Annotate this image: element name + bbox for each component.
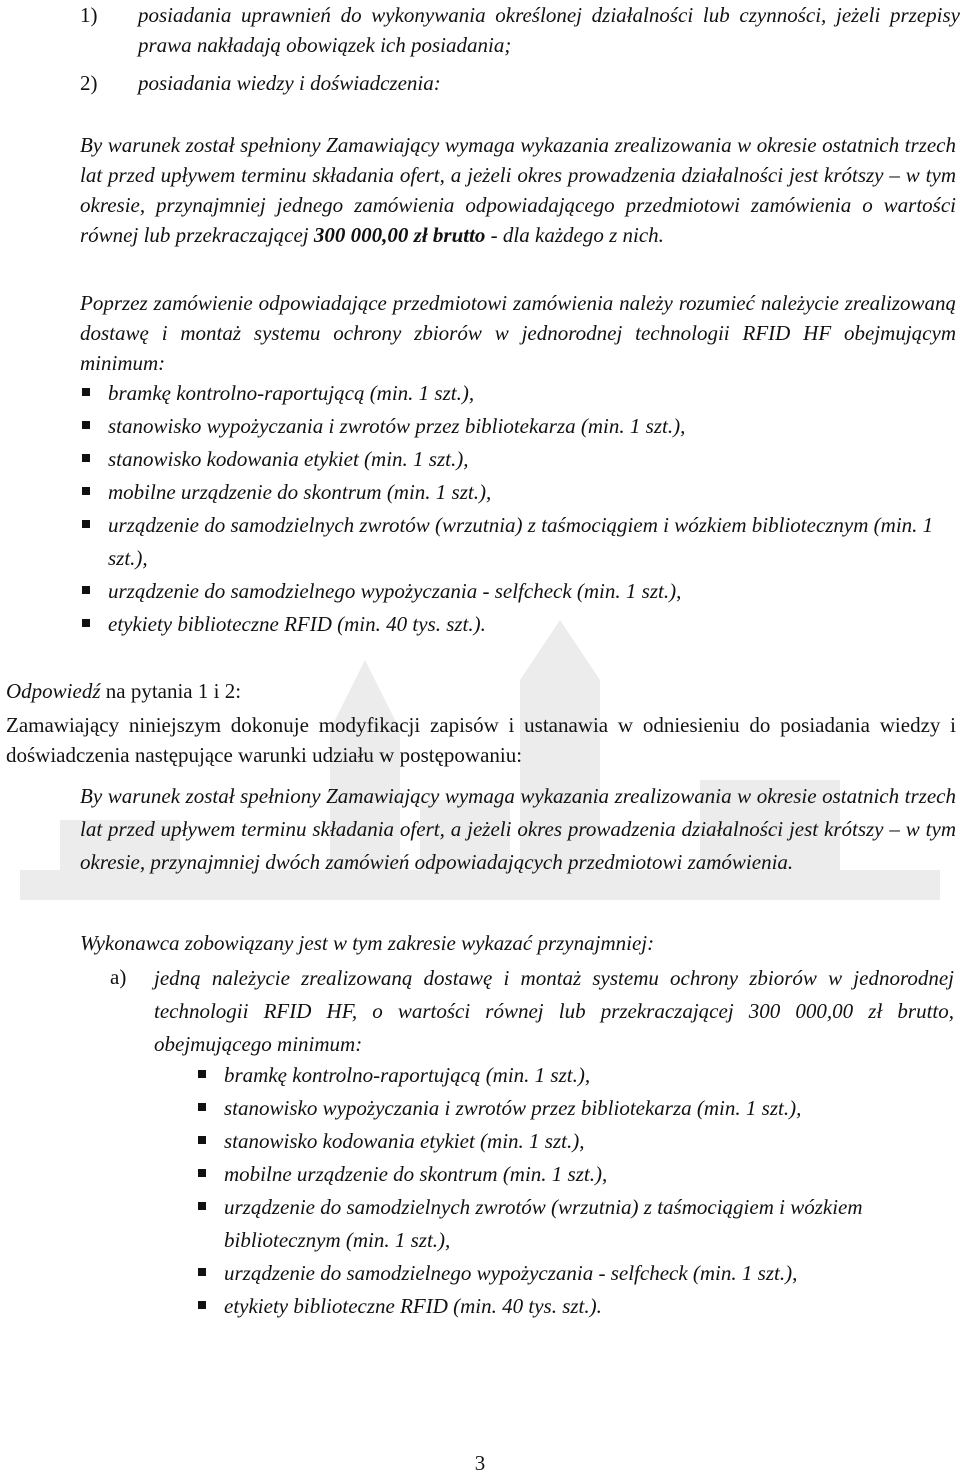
page-number: 3 <box>474 1451 486 1475</box>
bullet-item: urządzenie do samodzielnych zwrotów (wrzutnia) z taśmociągiem i wózkiem bibliotecznym (min. 1 szt.), <box>80 509 956 575</box>
answer-label-rest: na pytania 1 i 2: <box>100 679 242 703</box>
bullet-item: mobilne urządzenie do skontrum (min. 1 szt.), <box>80 476 956 509</box>
list-text: posiadania uprawnień do wykonywania określonej działalności lub czynności, jeżeli przepisy prawa nakładają obowiązek ich posiadania; <box>138 3 960 57</box>
bullet-item: urządzenie do samodzielnych zwrotów (wrzutnia) z taśmociągiem i wózkiem bibliotecznym (min. 1 szt.), <box>196 1191 930 1257</box>
bullet-list-old <box>80 377 956 641</box>
list-number: 1) <box>80 3 98 27</box>
bullet-item: stanowisko kodowania etykiet (min. 1 szt.), <box>80 443 956 476</box>
bullet-list-new <box>196 1059 930 1323</box>
condition-text-part: By warunek został spełniony Zamawiający wymaga wykazania zrealizowania w okresie ostatnich trzech lat przed upływem terminu składania ofert, a jeżeli okres prowadzenia działalności jest krótszy – w tym okresie, przynajmniej jednego zamówienia odpowiadającego przedmiotowi zamówienia o wartości równej lub przekraczającej <box>80 133 956 247</box>
condition-text-part: - dla każdego z nich. <box>485 223 664 247</box>
bullet-item: stanowisko wypożyczania i zwrotów przez bibliotekarza (min. 1 szt.), <box>80 410 956 443</box>
bullet-item: urządzenie do samodzielnego wypożyczania - selfcheck (min. 1 szt.), <box>80 575 956 608</box>
answer-heading <box>6 676 956 706</box>
amount-value: 300 000,00 zł brutto <box>313 223 486 247</box>
definition-paragraph: Poprzez zamówienie odpowiadające przedmiotowi zamówienia należy rozumieć należycie zrealizowaną dostawę i montaż systemu ochrony zbiorów w jednorodnej technologii RFID HF obejmującym minimum: <box>80 291 956 375</box>
bullet-item: stanowisko kodowania etykiet (min. 1 szt.), <box>196 1125 930 1158</box>
answer-label: Odpowiedź <box>6 679 101 703</box>
answer-text: Zamawiający niniejszym dokonuje modyfikacji zapisów i ustanawia w odniesieniu do posiadania wiedzy i doświadczenia następujące warunki udziału w postępowaniu: <box>6 713 956 767</box>
list-text: posiadania wiedzy i doświadczenia: <box>138 71 441 95</box>
bullet-item: bramkę kontrolno-raportującą (min. 1 szt.), <box>80 377 956 410</box>
bullet-item: etykiety biblioteczne RFID (min. 40 tys. szt.). <box>80 608 956 641</box>
condition-paragraph-new: By warunek został spełniony Zamawiający wymaga wykazania zrealizowania w okresie ostatnich trzech lat przed upływem terminu składania ofert, a jeżeli okres prowadzenia działalności jest krótszy – w tym okresie, przynajmniej dwóch zamówień odpowiadających przedmiotowi zamówienia. <box>80 784 956 874</box>
sub-item-text: jedną należycie zrealizowaną dostawę i montaż systemu ochrony zbiorów w jednorodnej technologii RFID HF, o wartości równej lub przekraczającej 300 000,00 zł brutto, obejmującego minimum: <box>154 966 954 1056</box>
contractor-intro: Wykonawca zobowiązany jest w tym zakresie wykazać przynajmniej: <box>80 931 655 955</box>
list-number: 2) <box>80 71 98 95</box>
bullet-item: bramkę kontrolno-raportującą (min. 1 szt.), <box>196 1059 930 1092</box>
bullet-item: stanowisko wypożyczania i zwrotów przez bibliotekarza (min. 1 szt.), <box>196 1092 930 1125</box>
condition-paragraph-old <box>80 130 956 250</box>
bullet-item: etykiety biblioteczne RFID (min. 40 tys. szt.). <box>196 1290 930 1323</box>
sub-item-label: a) <box>110 965 127 989</box>
bullet-item: urządzenie do samodzielnego wypożyczania - selfcheck (min. 1 szt.), <box>196 1257 930 1290</box>
bullet-item: mobilne urządzenie do skontrum (min. 1 szt.), <box>196 1158 930 1191</box>
